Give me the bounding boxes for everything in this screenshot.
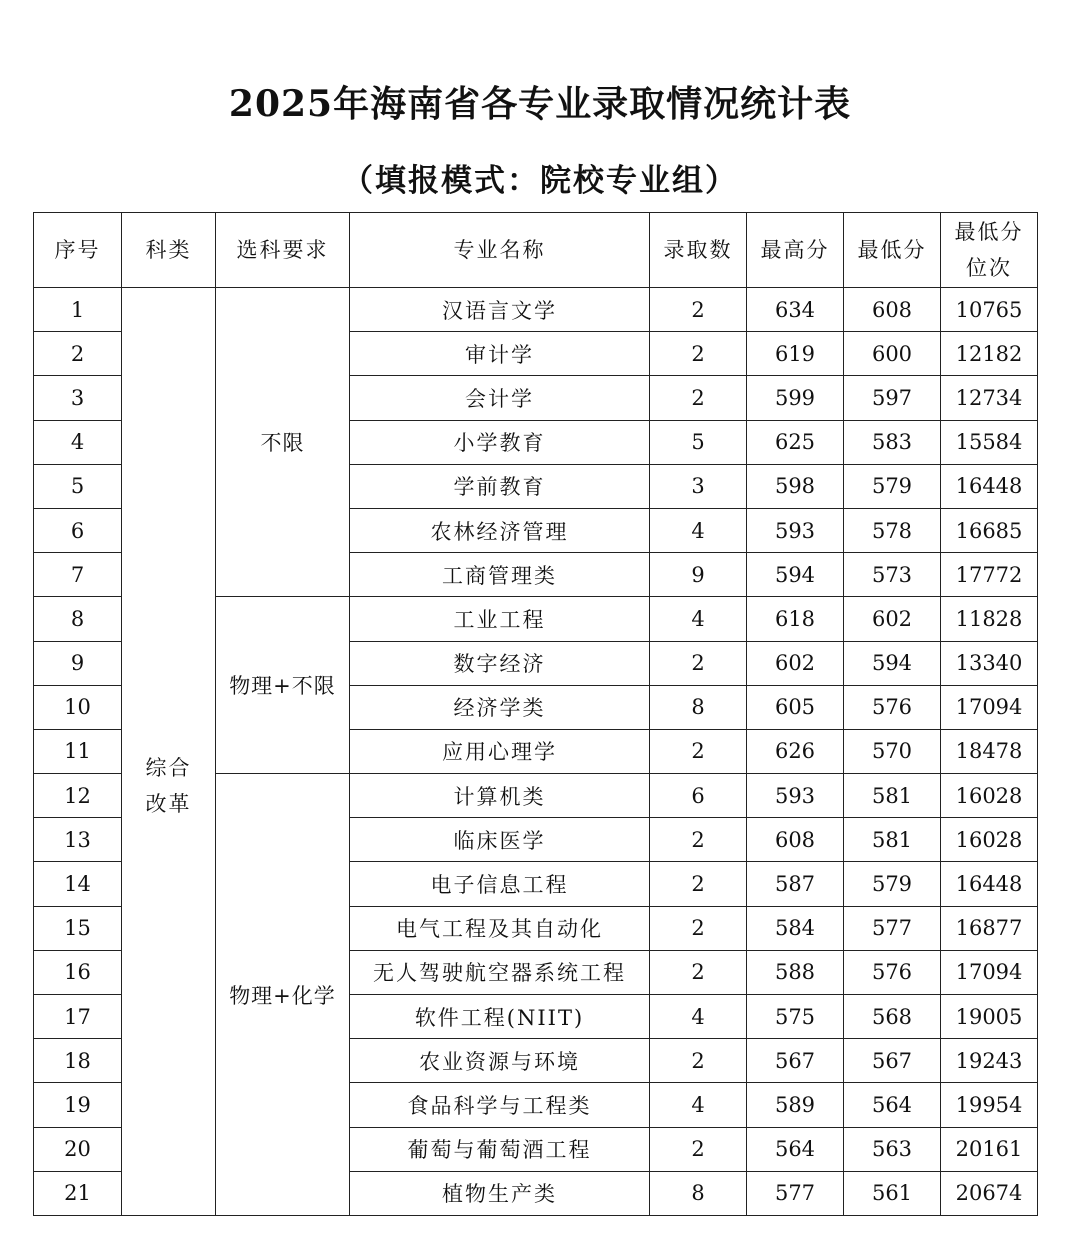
cell-min-rank: 17094 [941, 950, 1038, 994]
cell-min-score: 581 [844, 818, 941, 862]
cell-major: 食品科学与工程类 [350, 1083, 650, 1127]
admission-table [33, 212, 1038, 1216]
cell-max-score: 575 [747, 995, 844, 1039]
cell-seq: 4 [34, 420, 122, 464]
cell-seq: 19 [34, 1083, 122, 1127]
cell-min-score: 577 [844, 906, 941, 950]
cell-max-score: 625 [747, 420, 844, 464]
cell-min-rank: 16685 [941, 508, 1038, 552]
cell-seq: 9 [34, 641, 122, 685]
cell-min-rank: 19005 [941, 995, 1038, 1039]
cell-major: 葡萄与葡萄酒工程 [350, 1127, 650, 1171]
cell-admitted: 2 [650, 862, 747, 906]
cell-major: 会计学 [350, 376, 650, 420]
cell-major: 工商管理类 [350, 553, 650, 597]
header-row [34, 213, 1038, 288]
cell-seq: 13 [34, 818, 122, 862]
header-min-rank-line1: 最低分 [954, 220, 1024, 244]
cell-admitted: 4 [650, 508, 747, 552]
header-min-rank [941, 213, 1038, 288]
cell-major: 数字经济 [350, 641, 650, 685]
cell-seq: 20 [34, 1127, 122, 1171]
cell-max-score: 602 [747, 641, 844, 685]
cell-admitted: 4 [650, 995, 747, 1039]
cell-admitted: 5 [650, 420, 747, 464]
cell-major: 无人驾驶航空器系统工程 [350, 950, 650, 994]
cell-min-rank: 11828 [941, 597, 1038, 641]
cell-admitted: 4 [650, 597, 747, 641]
header-category: 科类 [122, 213, 216, 288]
cell-major: 软件工程(NIIT) [350, 995, 650, 1039]
cell-subject-group: 物理+化学 [216, 774, 350, 1216]
cell-admitted: 2 [650, 1127, 747, 1171]
cell-seq: 6 [34, 508, 122, 552]
cell-min-rank: 16028 [941, 818, 1038, 862]
cell-admitted: 2 [650, 906, 747, 950]
cell-min-rank: 16448 [941, 464, 1038, 508]
cell-max-score: 567 [747, 1039, 844, 1083]
cell-min-score: 561 [844, 1171, 941, 1215]
cell-min-score: 608 [844, 288, 941, 332]
cell-min-score: 576 [844, 950, 941, 994]
cell-min-score: 567 [844, 1039, 941, 1083]
cell-min-score: 576 [844, 685, 941, 729]
cell-major: 农林经济管理 [350, 508, 650, 552]
category-line2: 改革 [145, 792, 192, 817]
cell-admitted: 2 [650, 818, 747, 862]
cell-major: 汉语言文学 [350, 288, 650, 332]
cell-admitted: 3 [650, 464, 747, 508]
cell-min-score: 578 [844, 508, 941, 552]
cell-subject-group: 不限 [216, 288, 350, 597]
cell-major: 经济学类 [350, 685, 650, 729]
cell-seq: 15 [34, 906, 122, 950]
cell-min-rank: 12734 [941, 376, 1038, 420]
cell-seq: 11 [34, 729, 122, 773]
cell-seq: 18 [34, 1039, 122, 1083]
cell-min-rank: 19954 [941, 1083, 1038, 1127]
cell-seq: 2 [34, 332, 122, 376]
cell-min-score: 568 [844, 995, 941, 1039]
cell-min-rank: 13340 [941, 641, 1038, 685]
cell-min-rank: 18478 [941, 729, 1038, 773]
cell-min-rank: 17094 [941, 685, 1038, 729]
header-max-score: 最高分 [747, 213, 844, 288]
category-line1: 综合 [145, 756, 192, 781]
cell-max-score: 588 [747, 950, 844, 994]
cell-major: 审计学 [350, 332, 650, 376]
header-min-rank-line2: 位次 [966, 256, 1012, 280]
cell-min-score: 597 [844, 376, 941, 420]
cell-seq: 1 [34, 288, 122, 332]
cell-major: 农业资源与环境 [350, 1039, 650, 1083]
cell-min-rank: 16877 [941, 906, 1038, 950]
cell-admitted: 2 [650, 950, 747, 994]
cell-seq: 5 [34, 464, 122, 508]
page-title: 2025年海南省各专业录取情况统计表 [228, 83, 852, 125]
cell-min-score: 573 [844, 553, 941, 597]
cell-admitted: 9 [650, 553, 747, 597]
cell-min-rank: 15584 [941, 420, 1038, 464]
cell-max-score: 619 [747, 332, 844, 376]
cell-min-rank: 19243 [941, 1039, 1038, 1083]
cell-seq: 7 [34, 553, 122, 597]
cell-seq: 17 [34, 995, 122, 1039]
header-admitted: 录取数 [650, 213, 747, 288]
cell-major: 工业工程 [350, 597, 650, 641]
cell-min-rank: 16448 [941, 862, 1038, 906]
cell-major: 电子信息工程 [350, 862, 650, 906]
cell-admitted: 2 [650, 641, 747, 685]
cell-admitted: 8 [650, 685, 747, 729]
page-subtitle: （填报模式：院校专业组） [342, 163, 738, 199]
cell-min-rank: 17772 [941, 553, 1038, 597]
cell-admitted: 2 [650, 1039, 747, 1083]
cell-seq: 12 [34, 774, 122, 818]
cell-max-score: 608 [747, 818, 844, 862]
cell-category [122, 288, 216, 1216]
header-min-score: 最低分 [844, 213, 941, 288]
cell-seq: 10 [34, 685, 122, 729]
cell-min-score: 600 [844, 332, 941, 376]
cell-major: 临床医学 [350, 818, 650, 862]
cell-max-score: 605 [747, 685, 844, 729]
cell-min-rank: 10765 [941, 288, 1038, 332]
cell-seq: 3 [34, 376, 122, 420]
cell-admitted: 6 [650, 774, 747, 818]
cell-admitted: 2 [650, 332, 747, 376]
cell-min-score: 581 [844, 774, 941, 818]
cell-min-score: 583 [844, 420, 941, 464]
cell-max-score: 593 [747, 774, 844, 818]
cell-admitted: 2 [650, 729, 747, 773]
cell-major: 计算机类 [350, 774, 650, 818]
cell-major: 植物生产类 [350, 1171, 650, 1215]
cell-max-score: 589 [747, 1083, 844, 1127]
header-seq: 序号 [34, 213, 122, 288]
cell-max-score: 594 [747, 553, 844, 597]
cell-major: 学前教育 [350, 464, 650, 508]
cell-max-score: 599 [747, 376, 844, 420]
cell-min-score: 564 [844, 1083, 941, 1127]
cell-major: 应用心理学 [350, 729, 650, 773]
cell-min-rank: 20161 [941, 1127, 1038, 1171]
cell-min-score: 570 [844, 729, 941, 773]
cell-subject-group: 物理+不限 [216, 597, 350, 774]
cell-max-score: 564 [747, 1127, 844, 1171]
cell-min-score: 579 [844, 464, 941, 508]
cell-max-score: 598 [747, 464, 844, 508]
cell-major: 小学教育 [350, 420, 650, 464]
table-body [34, 288, 1038, 1216]
cell-max-score: 626 [747, 729, 844, 773]
cell-seq: 14 [34, 862, 122, 906]
cell-max-score: 618 [747, 597, 844, 641]
cell-major: 电气工程及其自动化 [350, 906, 650, 950]
cell-seq: 16 [34, 950, 122, 994]
cell-max-score: 593 [747, 508, 844, 552]
cell-seq: 8 [34, 597, 122, 641]
cell-min-rank: 20674 [941, 1171, 1038, 1215]
cell-admitted: 4 [650, 1083, 747, 1127]
header-subject-req: 选科要求 [216, 213, 350, 288]
table-row [34, 288, 1038, 332]
cell-max-score: 577 [747, 1171, 844, 1215]
cell-admitted: 8 [650, 1171, 747, 1215]
cell-min-rank: 12182 [941, 332, 1038, 376]
cell-min-rank: 16028 [941, 774, 1038, 818]
cell-seq: 21 [34, 1171, 122, 1215]
cell-min-score: 579 [844, 862, 941, 906]
header-major: 专业名称 [350, 213, 650, 288]
cell-min-score: 563 [844, 1127, 941, 1171]
cell-min-score: 602 [844, 597, 941, 641]
cell-admitted: 2 [650, 376, 747, 420]
cell-max-score: 587 [747, 862, 844, 906]
cell-max-score: 634 [747, 288, 844, 332]
cell-max-score: 584 [747, 906, 844, 950]
cell-admitted: 2 [650, 288, 747, 332]
cell-min-score: 594 [844, 641, 941, 685]
